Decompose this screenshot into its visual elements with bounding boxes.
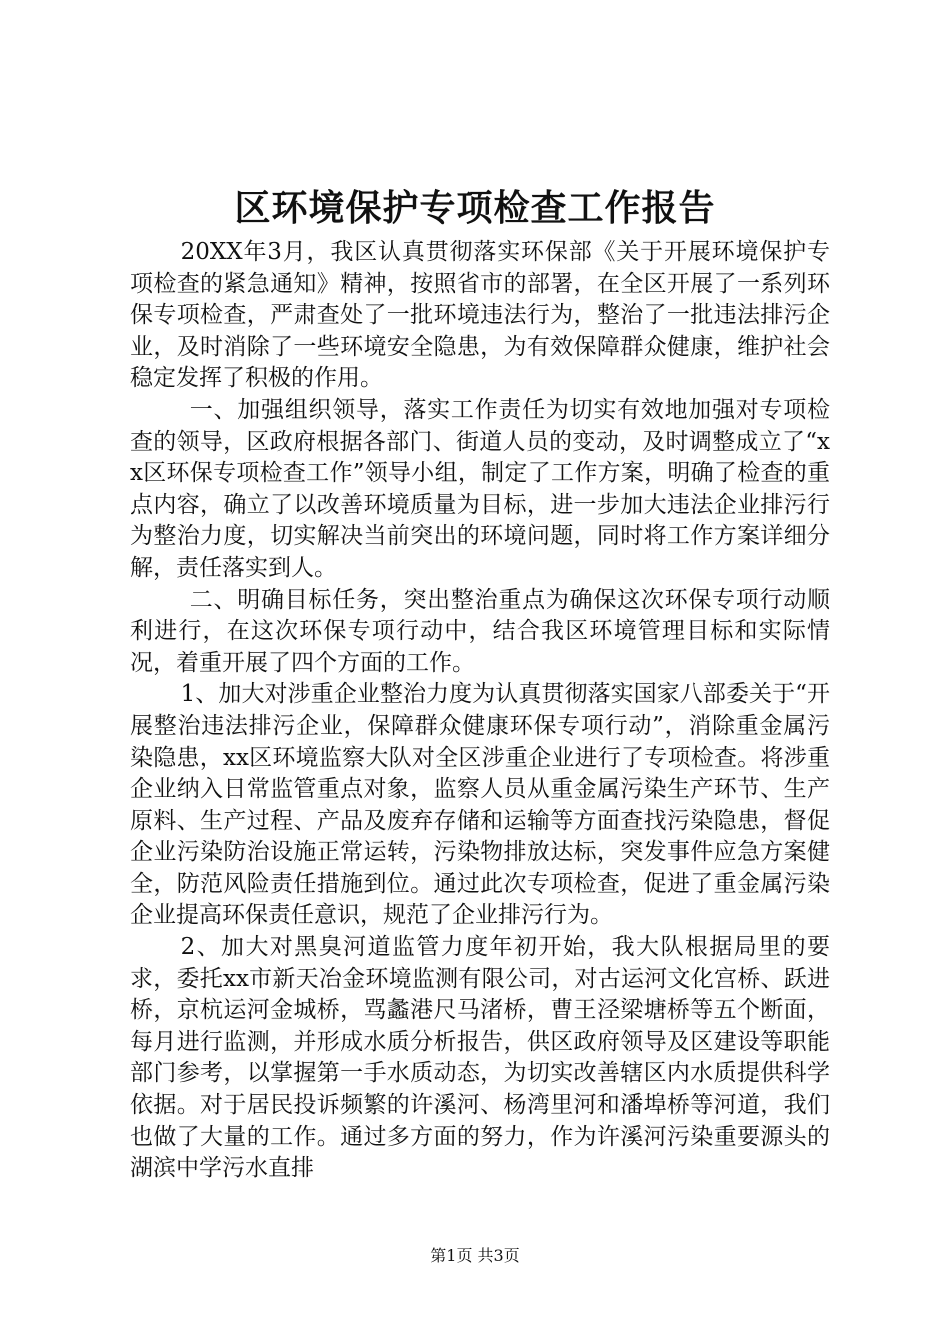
- page-footer: 第1页 共3页: [430, 1246, 520, 1265]
- paragraph-section-1: 一、加强组织领导，落实工作责任为切实有效地加强对专项检查的领导，区政府根据各部门、街道人员的变动，及时调整成立了“xx区环保专项检查工作”领导小组，制定了工作方案，明确了检查的重点内容，确立了以改善环境质量为目标，进一步加大违法企业排污行为整治力度，切实解决当前突出的环境问题，同时将工作方案详细分解，责任落实到人。: [130, 396, 830, 581]
- paragraph-section-2: 二、明确目标任务，突出整治重点为确保这次环保专项行动顺利进行，在这次环保专项行动中，结合我区环境管理目标和实际情况，着重开展了四个方面的工作。: [130, 586, 830, 676]
- paragraph-item-2: 2、加大对黑臭河道监管力度年初开始，我大队根据局里的要求，委托xx市新天冶金环境监测有限公司，对古运河文化宫桥、跃进桥，京杭运河金城桥，骂蠡港尺马渚桥，曹王泾梁塘桥等五个断面，每月进行监测，并形成水质分析报告，供区政府领导及区建设等职能部门参考，以掌握第一手水质动态，为切实改善辖区内水质提供科学依据。对于居民投诉频繁的许溪河、杨湾里河和潘埠桥等河道，我们也做了大量的工作。通过多方面的努力，作为许溪河污染重要源头的湖滨中学污水直排: [130, 934, 830, 1182]
- document-title: 区环境保护专项检查工作报告: [234, 187, 716, 229]
- paragraph-intro: 20XX年3月，我区认真贯彻落实环保部《关于开展环境保护专项检查的紧急通知》精神，按照省市的部署，在全区开展了一系列环保专项检查，严肃查处了一批环境违法行为，整治了一批违法排污企业，及时消除了一些环境安全隐患，为有效保障群众健康，维护社会稳定发挥了积极的作用。: [130, 239, 830, 392]
- paragraph-item-1: 1、加大对涉重企业整治力度为认真贯彻落实国家八部委关于“开展整治违法排污企业，保障群众健康环保专项行动”，消除重金属污染隐患，xx区环境监察大队对全区涉重企业进行了专项检查。将涉重企业纳入日常监管重点对象，监察人员从重金属污染生产环节、生产原料、生产过程、产品及废弃存储和运输等方面查找污染隐患，督促企业污染防治设施正常运转，污染物排放达标，突发事件应急方案健全，防范风险责任措施到位。通过此次专项检查，促进了重金属污染企业提高环保责任意识，规范了企业排污行为。: [130, 681, 830, 929]
- document-body: [130, 237, 830, 1185]
